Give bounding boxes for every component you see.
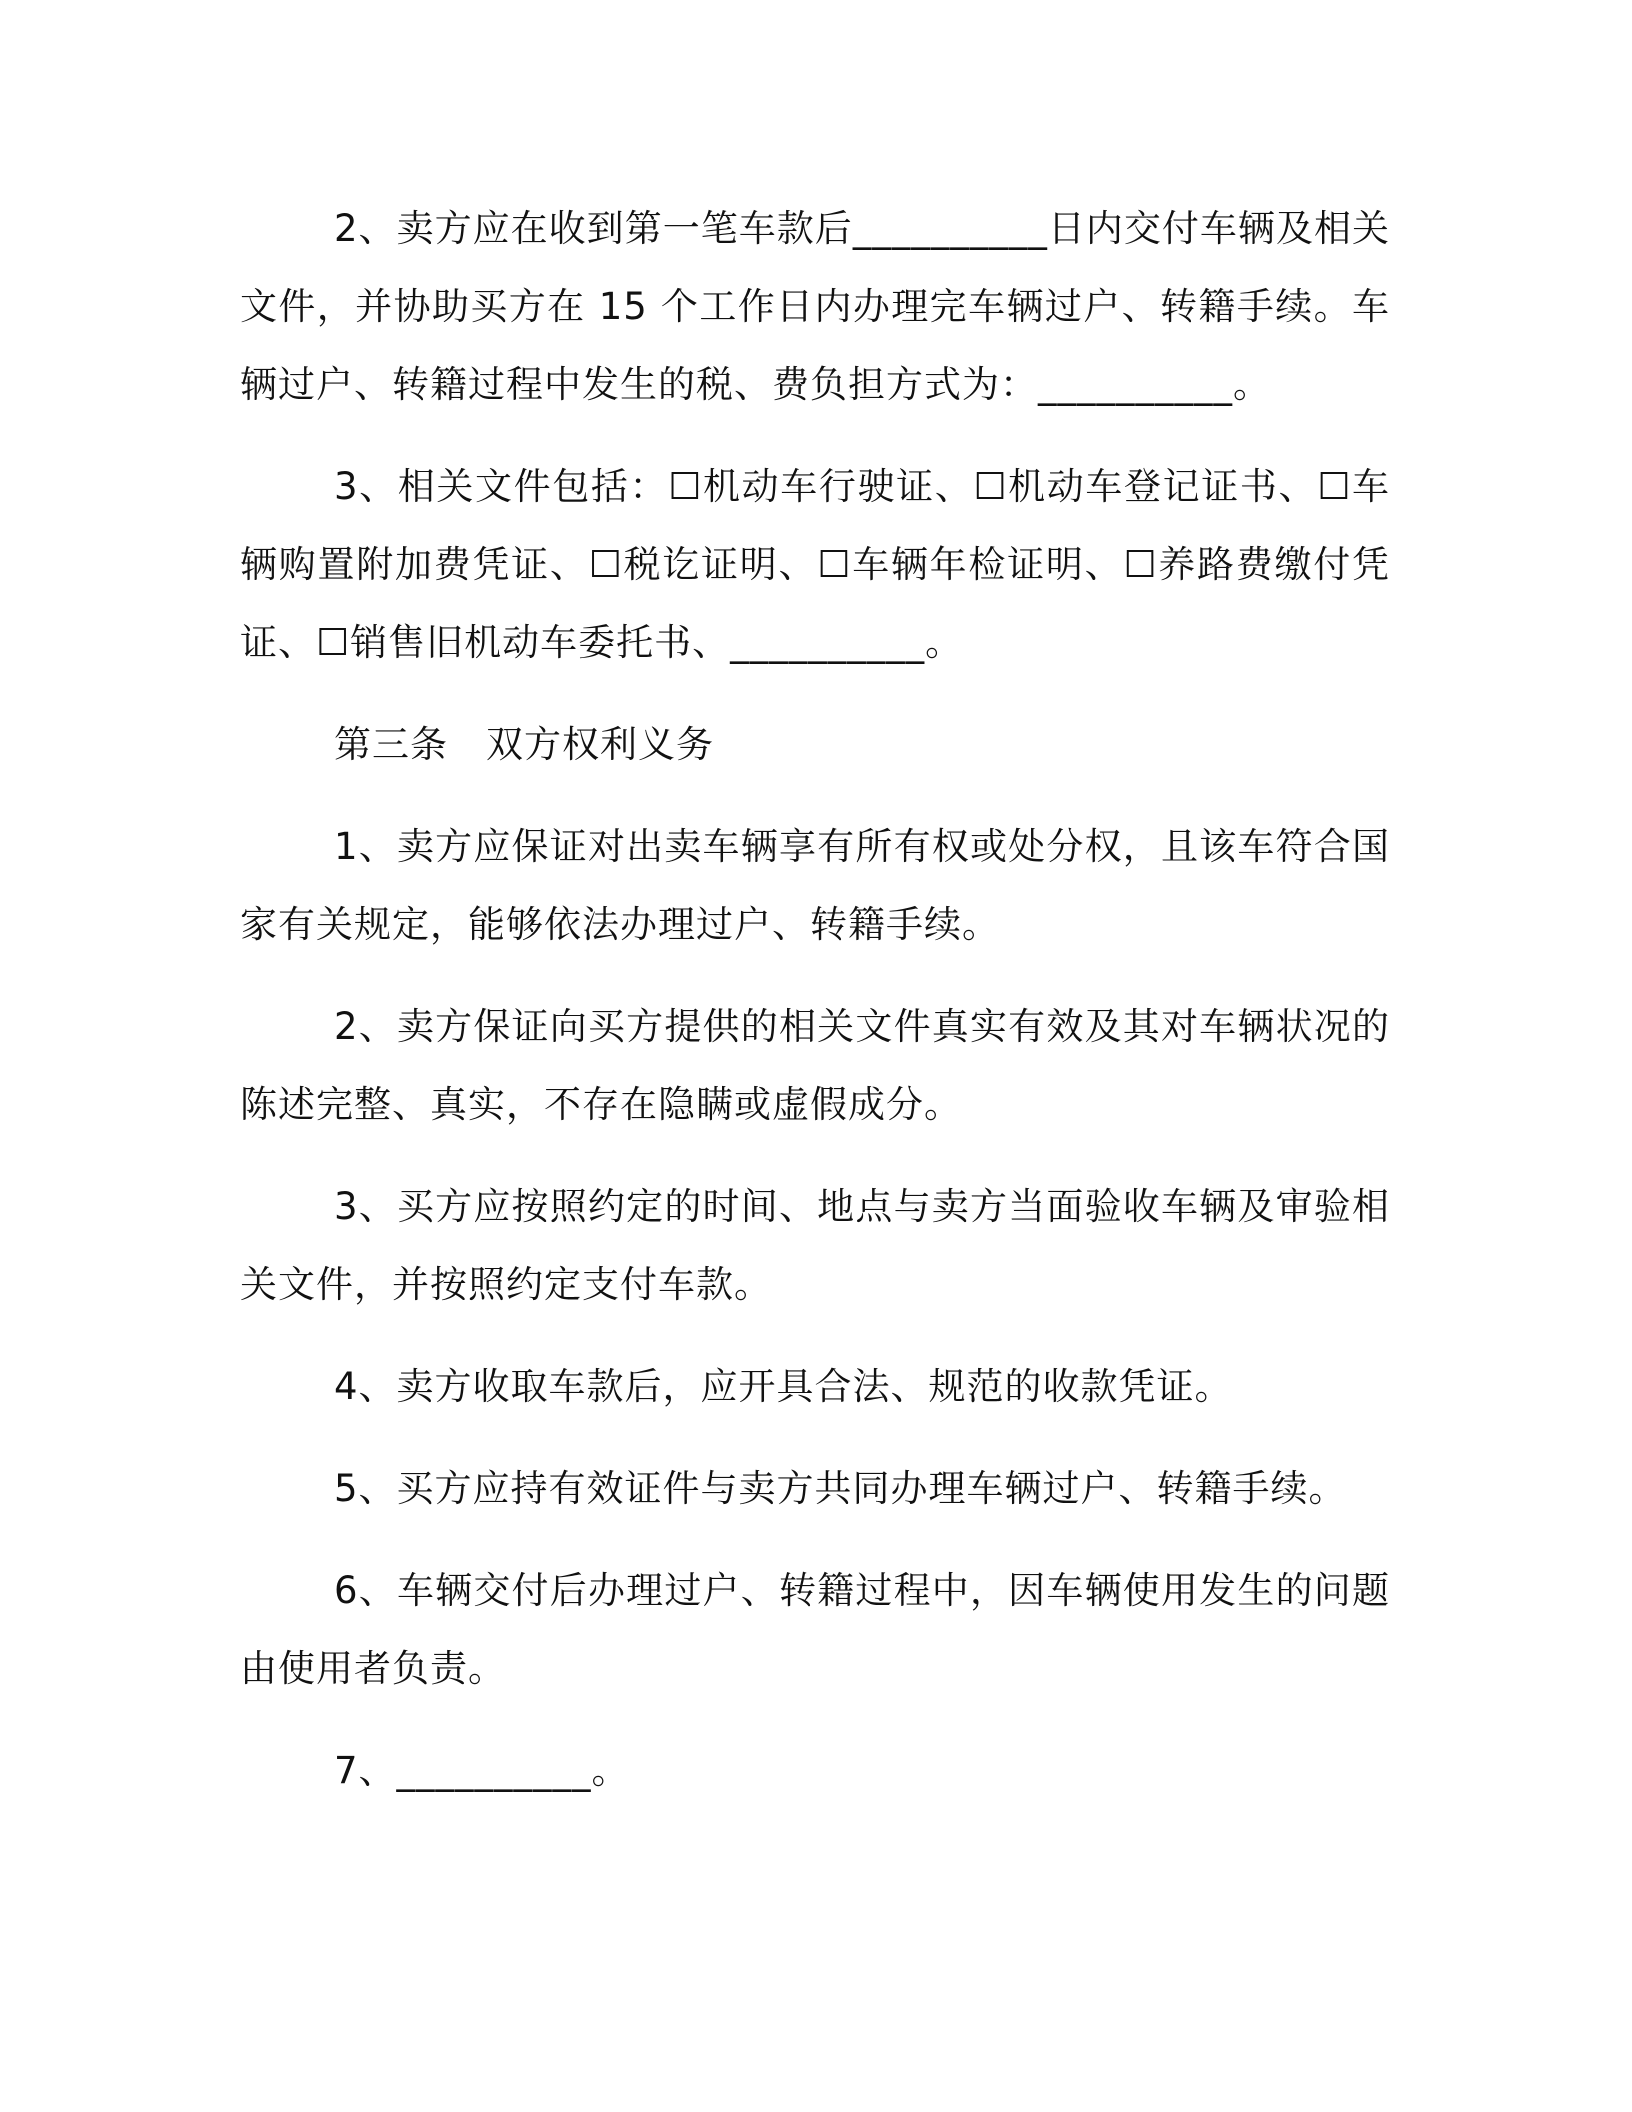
paragraph-duty-3: 3、买方应按照约定的时间、地点与卖方当面验收车辆及审验相关文件，并按照约定支付车款。: [240, 1185, 1390, 1306]
paragraph-duty-6: 6、车辆交付后办理过户、转籍过程中，因车辆使用发生的问题由使用者负责。: [240, 1569, 1390, 1690]
paragraph-related-documents: 3、相关文件包括：☐机动车行驶证、☐机动车登记证书、☐车辆购置附加费凭证、☐税讫证明、☐车辆年检证明、☐养路费缴付凭证、☐销售旧机动车委托书、__________。: [240, 465, 1390, 664]
paragraph-duty-5: 5、买方应持有效证件与卖方共同办理车辆过户、转籍手续。: [334, 1467, 1347, 1510]
paragraph-duty-2: 2、卖方保证向买方提供的相关文件真实有效及其对车辆状况的陈述完整、真实，不存在隐瞒或虚假成分。: [240, 1005, 1390, 1126]
article-three-heading: 第三条 双方权利义务: [334, 723, 714, 766]
paragraph-duty-1: 1、卖方应保证对出卖车辆享有所有权或处分权，且该车符合国家有关规定，能够依法办理过户、转籍手续。: [240, 825, 1390, 946]
paragraph-duty-4: 4、卖方收取车款后，应开具合法、规范的收款凭证。: [334, 1365, 1233, 1408]
paragraph-seller-delivery: 2、卖方应在收到第一笔车款后__________日内交付车辆及相关文件，并协助买方在 15 个工作日内办理完车辆过户、转籍手续。车辆过户、转籍过程中发生的税、费负担方式为：__________。: [240, 207, 1390, 406]
contract-body: [240, 190, 1390, 1834]
paragraph-duty-7: 7、__________。: [334, 1749, 630, 1792]
